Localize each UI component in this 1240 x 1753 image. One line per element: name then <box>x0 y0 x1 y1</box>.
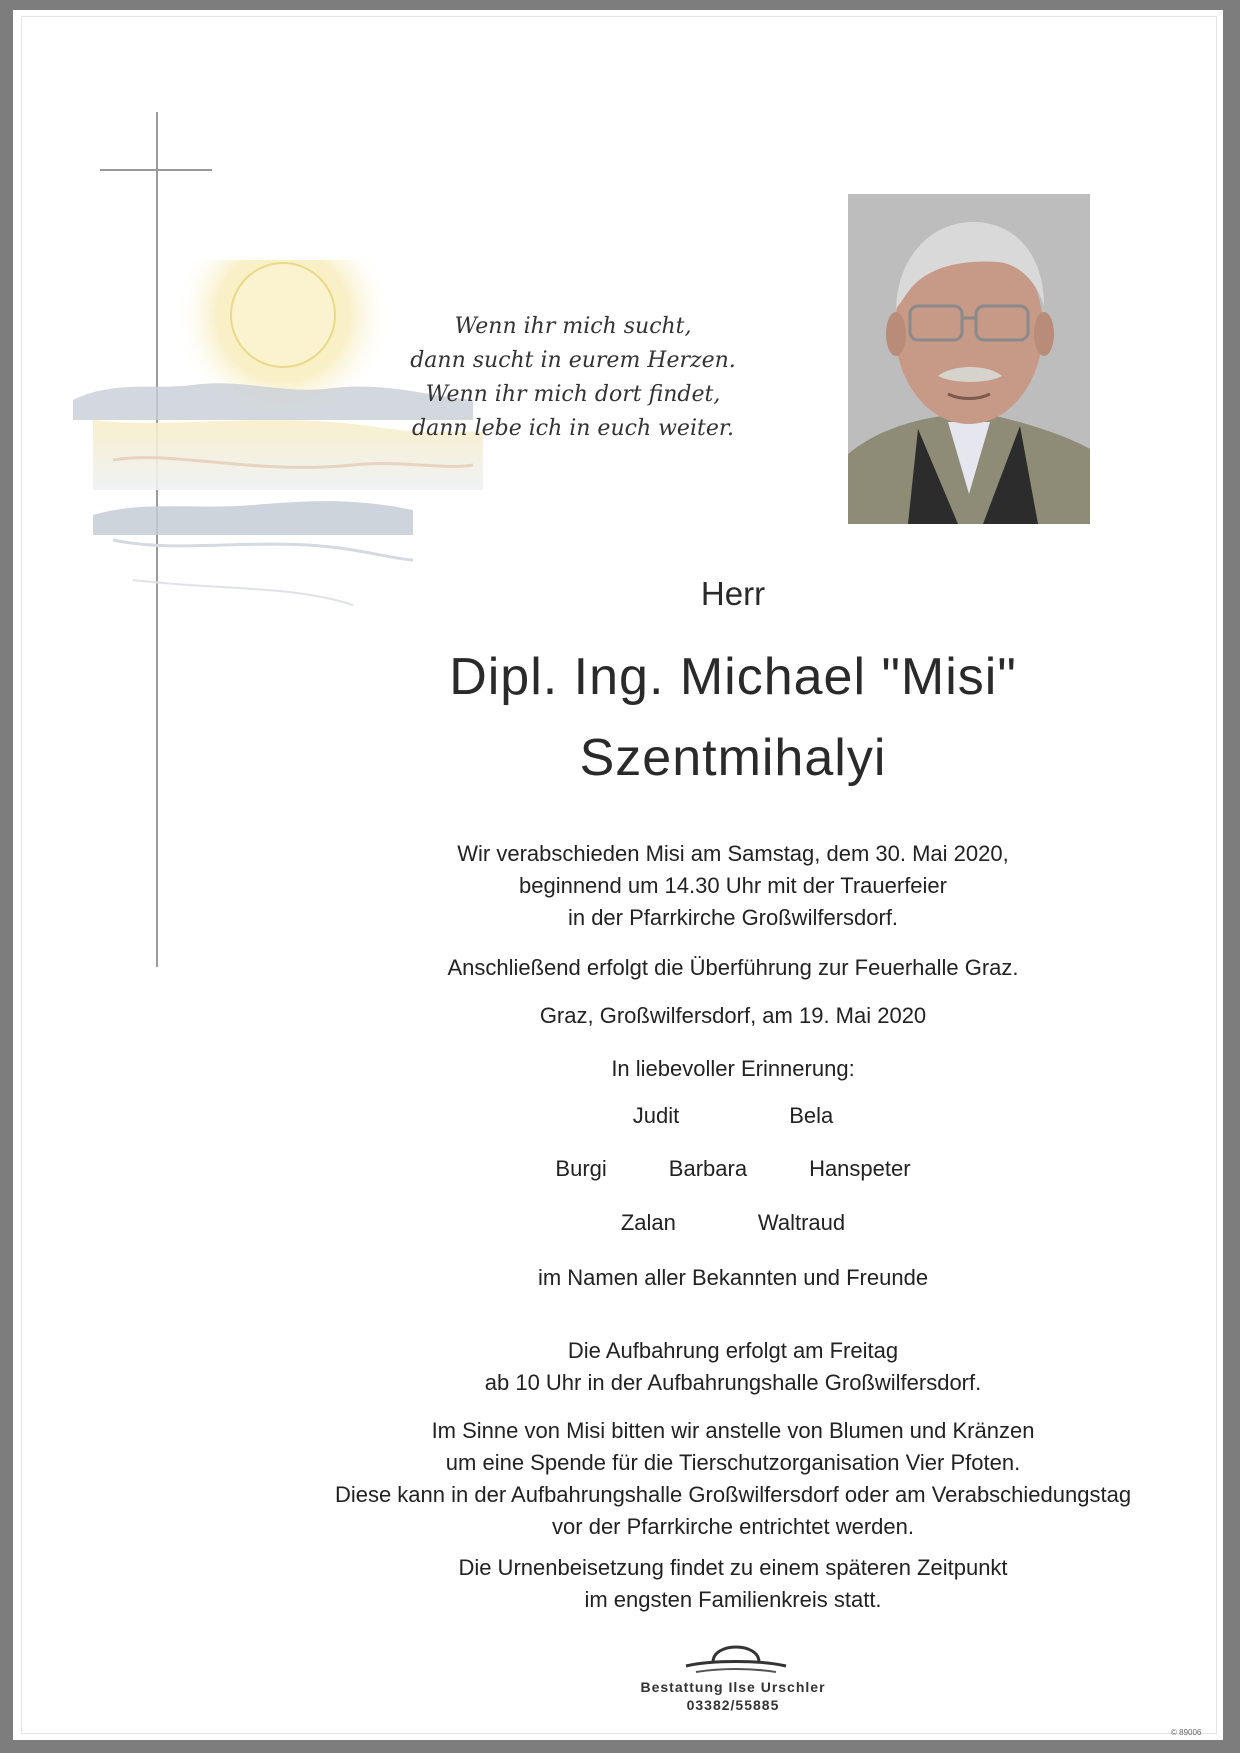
funeral-home-info <box>613 1678 853 1714</box>
mourners-row <box>263 1210 1203 1236</box>
mourners-row <box>263 1103 1203 1129</box>
remembrance-heading: In liebevoller Erinnerung: <box>611 1056 855 1081</box>
verse-line: dann lebe ich in euch weiter. <box>412 416 734 441</box>
ceremony-line: beginnend um 14.30 Uhr mit der Trauerfeier <box>518 873 947 898</box>
donation-line: Diese kann in der Aufbahrungshalle Großwilfersdorf oder am Verabschiedungstag <box>334 1482 1132 1507</box>
mourner-name: Hanspeter <box>809 1156 911 1181</box>
deceased-name-line1: Dipl. Ing. Michael "Misi" <box>449 648 1017 706</box>
cross-horizontal-bar <box>100 169 212 171</box>
place-and-date: Graz, Großwilfersdorf, am 19. Mai 2020 <box>539 1003 927 1028</box>
donation-line: Im Sinne von Misi bitten wir anstelle von Blumen und Kränzen <box>431 1418 1035 1443</box>
urn-line: Die Urnenbeisetzung findet zu einem späteren Zeitpunkt <box>458 1555 1008 1580</box>
on-behalf-line: im Namen aller Bekannten und Freunde <box>537 1265 929 1290</box>
mourner-name: Zalan <box>620 1210 676 1235</box>
viewing-details <box>263 1335 1203 1399</box>
donation-request <box>263 1415 1203 1543</box>
mourner-name: Waltraud <box>757 1210 846 1235</box>
ceremony-details <box>263 838 1203 934</box>
mourner-name: Burgi <box>555 1156 607 1181</box>
ceremony-line: Wir verabschieden Misi am Samstag, dem 30. Mai 2020, <box>457 841 1009 866</box>
mourners-row <box>263 1156 1203 1182</box>
ceremony-line: in der Pfarrkirche Großwilfersdorf. <box>567 905 899 930</box>
funeral-home-name: Bestattung Ilse Urschler <box>640 1679 826 1695</box>
verse-line: dann sucht in eurem Herzen. <box>410 348 736 373</box>
print-code: © 89006 <box>1171 1728 1202 1737</box>
mourner-name: Judit <box>632 1103 680 1128</box>
urn-line: im engsten Familienkreis statt. <box>584 1587 882 1612</box>
viewing-line: ab 10 Uhr in der Aufbahrungshalle Großwilfersdorf. <box>484 1370 982 1395</box>
verse-line: Wenn ihr mich dort findet, <box>425 382 721 407</box>
verse-line: Wenn ihr mich sucht, <box>454 314 692 339</box>
donation-line: vor der Pfarrkirche entrichtet werden. <box>552 1514 914 1539</box>
obituary-sheet <box>13 10 1223 1740</box>
viewing-line: Die Aufbahrung erfolgt am Freitag <box>567 1338 899 1363</box>
mourner-name: Barbara <box>668 1156 748 1181</box>
mourner-name: Bela <box>789 1103 834 1128</box>
memorial-verse <box>403 310 743 446</box>
deceased-name-line2: Szentmihalyi <box>579 729 887 787</box>
funeral-home-logo-icon <box>681 1632 791 1676</box>
urn-burial-notice <box>263 1552 1203 1616</box>
funeral-home-phone: 03382/55885 <box>686 1697 780 1713</box>
portrait-photo <box>848 194 1090 524</box>
transfer-notice: Anschließend erfolgt die Überführung zur Feuerhalle Graz. <box>447 955 1019 980</box>
honorific: Herr <box>700 575 766 612</box>
donation-line: um eine Spende für die Tierschutzorganisation Vier Pfoten. <box>445 1450 1021 1475</box>
